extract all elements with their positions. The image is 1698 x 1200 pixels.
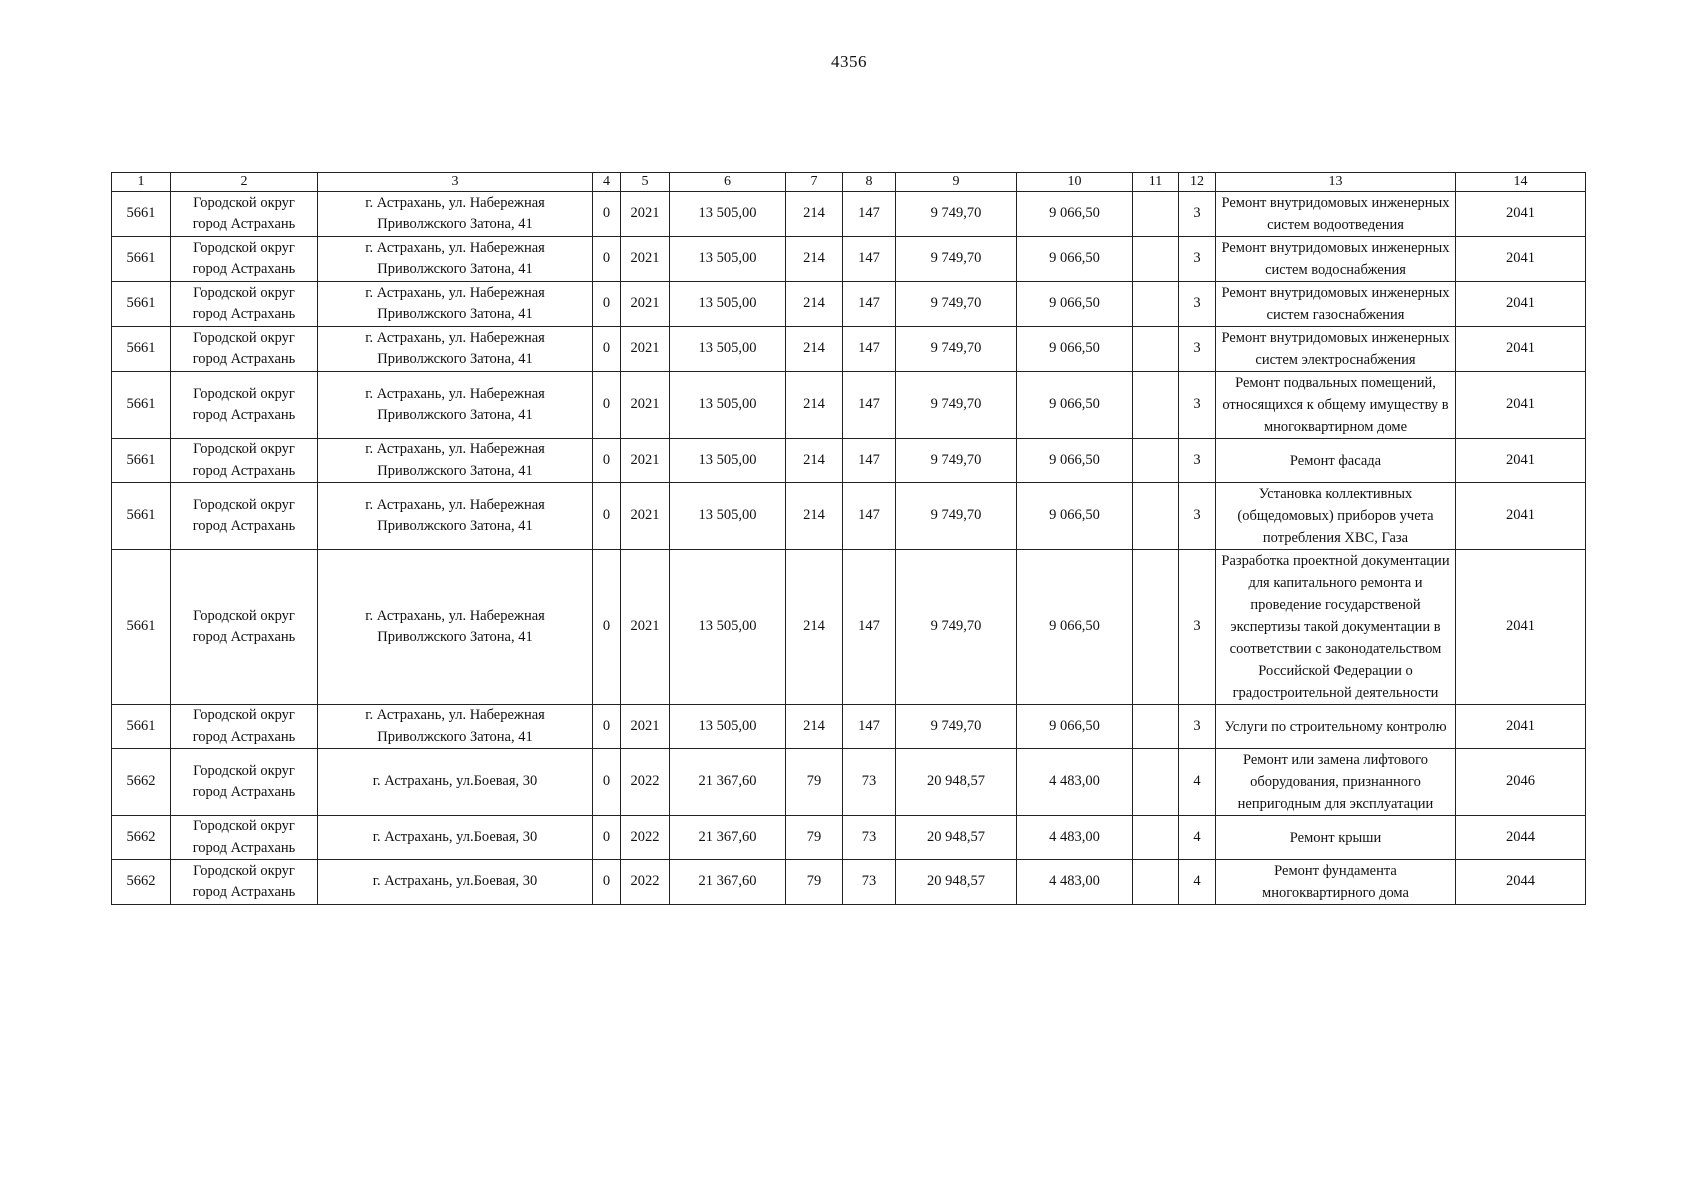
cell-col-8: 73: [843, 749, 896, 816]
object-id: 5661: [112, 439, 171, 483]
cell-col-12: 3: [1179, 550, 1216, 705]
address: [318, 860, 593, 905]
object-id: 5662: [112, 749, 171, 816]
address-line-1: г. Астрахань, ул. Набережная: [365, 607, 545, 624]
address: [318, 483, 593, 550]
work-type: Ремонт внутридомовых инженерных систем газоснабжения: [1216, 282, 1456, 327]
work-type: Разработка проектной документации для капитального ремонта и проведение государственой экспертизы такой документации в соответствии с законодательством Российской Федерации о градостроительной деятельности: [1216, 550, 1456, 705]
cell-col-7: 214: [786, 327, 843, 372]
address-line-1: г. Астрахань, ул. Набережная: [365, 329, 545, 346]
address: [318, 816, 593, 860]
cell-col-4: 0: [593, 237, 621, 282]
cell-col-7: 214: [786, 705, 843, 749]
cell-col-12: 3: [1179, 483, 1216, 550]
capital-repair-table: [111, 172, 1586, 905]
municipality: [171, 439, 318, 483]
municipality-line-1: Городской округ: [193, 862, 295, 879]
column-header: 7: [786, 173, 843, 192]
cell-col-4: 0: [593, 282, 621, 327]
cell-col-8: 147: [843, 439, 896, 483]
table-row: [112, 192, 1586, 237]
cell-col-4: 0: [593, 439, 621, 483]
table-row: [112, 705, 1586, 749]
cell-col-6: 13 505,00: [670, 372, 786, 439]
municipality-line-2: город Астрахань: [192, 839, 296, 856]
cell-col-12: 3: [1179, 192, 1216, 237]
municipality-line-2: город Астрахань: [192, 629, 296, 645]
column-header: 3: [318, 173, 593, 192]
cell-col-5: 2021: [621, 237, 670, 282]
work-type: Ремонт внутридомовых инженерных систем водоснабжения: [1216, 237, 1456, 282]
cell-col-6: 13 505,00: [670, 192, 786, 237]
address: [318, 550, 593, 705]
column-header: 13: [1216, 173, 1456, 192]
work-type: Ремонт фасада: [1216, 439, 1456, 483]
object-id: 5661: [112, 327, 171, 372]
cell-col-4: 0: [593, 327, 621, 372]
municipality-line-2: город Астрахань: [192, 784, 296, 800]
cell-col-10: 9 066,50: [1017, 550, 1133, 705]
municipality-line-2: город Астрахань: [192, 518, 296, 534]
table-row: [112, 816, 1586, 860]
object-id: 5661: [112, 282, 171, 327]
cell-col-6: 13 505,00: [670, 439, 786, 483]
address-line-2: Приволжского Затона, 41: [377, 261, 533, 277]
cell-col-7: 214: [786, 550, 843, 705]
cell-col-14: 2044: [1456, 860, 1586, 905]
municipality-line-1: Городской округ: [193, 818, 295, 834]
address-line-1: г. Астрахань, ул. Набережная: [365, 239, 545, 256]
cell-col-7: 214: [786, 483, 843, 550]
cell-col-8: 147: [843, 327, 896, 372]
cell-col-12: 4: [1179, 749, 1216, 816]
municipality-line-2: город Астрахань: [192, 407, 296, 423]
cell-col-8: 147: [843, 550, 896, 705]
address: [318, 372, 593, 439]
cell-col-5: 2021: [621, 372, 670, 439]
address: [318, 749, 593, 816]
cell-col-7: 214: [786, 237, 843, 282]
cell-col-6: 13 505,00: [670, 327, 786, 372]
object-id: 5661: [112, 483, 171, 550]
cell-col-9: 9 749,70: [896, 705, 1017, 749]
cell-col-5: 2021: [621, 327, 670, 372]
cell-col-10: 9 066,50: [1017, 439, 1133, 483]
work-type: Ремонт внутридомовых инженерных систем водоотведения: [1216, 192, 1456, 237]
address-line-2: Приволжского Затона, 41: [377, 462, 533, 479]
cell-col-5: 2021: [621, 282, 670, 327]
cell-col-11: [1133, 705, 1179, 749]
cell-col-11: [1133, 372, 1179, 439]
cell-col-8: 73: [843, 860, 896, 905]
address-line-2: Приволжского Затона, 41: [377, 518, 533, 534]
column-header: 1: [112, 173, 171, 192]
address-line-1: г. Астрахань, ул. Набережная: [365, 284, 545, 301]
table-row: [112, 483, 1586, 550]
municipality: [171, 749, 318, 816]
municipality-line-2: город Астрахань: [192, 351, 296, 367]
cell-col-8: 147: [843, 282, 896, 327]
table-row: [112, 439, 1586, 483]
cell-col-5: 2021: [621, 550, 670, 705]
cell-col-4: 0: [593, 550, 621, 705]
municipality-line-1: Городской округ: [193, 762, 295, 779]
object-id: 5661: [112, 372, 171, 439]
work-type: Ремонт или замена лифтового оборудования, признанного непригодным для эксплуатации: [1216, 749, 1456, 816]
cell-col-7: 79: [786, 860, 843, 905]
cell-col-14: 2041: [1456, 705, 1586, 749]
cell-col-11: [1133, 439, 1179, 483]
column-header: 6: [670, 173, 786, 192]
page-number: 4356: [831, 52, 867, 71]
cell-col-5: 2021: [621, 483, 670, 550]
cell-col-10: 4 483,00: [1017, 749, 1133, 816]
municipality-line-1: Городской округ: [193, 284, 295, 301]
object-id: 5661: [112, 705, 171, 749]
object-id: 5661: [112, 237, 171, 282]
cell-col-7: 214: [786, 282, 843, 327]
column-header: 2: [171, 173, 318, 192]
cell-col-7: 214: [786, 192, 843, 237]
cell-col-14: 2041: [1456, 327, 1586, 372]
cell-col-4: 0: [593, 860, 621, 905]
cell-col-14: 2041: [1456, 237, 1586, 282]
cell-col-14: 2041: [1456, 372, 1586, 439]
cell-col-11: [1133, 816, 1179, 860]
cell-col-5: 2021: [621, 439, 670, 483]
cell-col-12: 3: [1179, 327, 1216, 372]
cell-col-14: 2044: [1456, 816, 1586, 860]
address: [318, 327, 593, 372]
cell-col-9: 20 948,57: [896, 860, 1017, 905]
cell-col-10: 9 066,50: [1017, 327, 1133, 372]
cell-col-14: 2041: [1456, 439, 1586, 483]
cell-col-6: 21 367,60: [670, 749, 786, 816]
cell-col-9: 20 948,57: [896, 816, 1017, 860]
cell-col-6: 21 367,60: [670, 816, 786, 860]
address: [318, 237, 593, 282]
cell-col-4: 0: [593, 816, 621, 860]
object-id: 5661: [112, 192, 171, 237]
object-id: 5662: [112, 860, 171, 905]
cell-col-6: 13 505,00: [670, 483, 786, 550]
cell-col-5: 2022: [621, 749, 670, 816]
cell-col-10: 9 066,50: [1017, 192, 1133, 237]
cell-col-12: 4: [1179, 860, 1216, 905]
cell-col-11: [1133, 749, 1179, 816]
work-type: Ремонт подвальных помещений, относящихся к общему имуществу в многоквартирном доме: [1216, 372, 1456, 439]
work-type: Установка коллективных (общедомовых) приборов учета потребления ХВС, Газа: [1216, 483, 1456, 550]
cell-col-6: 13 505,00: [670, 282, 786, 327]
cell-col-9: 9 749,70: [896, 237, 1017, 282]
cell-col-11: [1133, 860, 1179, 905]
address-line-1: г. Астрахань, ул.Боевая, 30: [372, 773, 538, 790]
municipality: [171, 860, 318, 905]
cell-col-6: 13 505,00: [670, 705, 786, 749]
cell-col-11: [1133, 550, 1179, 705]
cell-col-8: 147: [843, 483, 896, 550]
cell-col-8: 147: [843, 237, 896, 282]
cell-col-6: 21 367,60: [670, 860, 786, 905]
cell-col-11: [1133, 192, 1179, 237]
address: [318, 282, 593, 327]
work-type: Ремонт фундамента многоквартирного дома: [1216, 860, 1456, 905]
municipality-line-1: Городской округ: [193, 239, 295, 256]
municipality: [171, 372, 318, 439]
table-row: [112, 372, 1586, 439]
municipality-line-1: Городской округ: [193, 607, 295, 624]
column-header: 10: [1017, 173, 1133, 192]
object-id: 5661: [112, 550, 171, 705]
cell-col-8: 147: [843, 705, 896, 749]
address: [318, 705, 593, 749]
table-row: [112, 282, 1586, 327]
cell-col-5: 2021: [621, 192, 670, 237]
cell-col-9: 9 749,70: [896, 192, 1017, 237]
cell-col-8: 73: [843, 816, 896, 860]
column-header: 8: [843, 173, 896, 192]
address-line-1: г. Астрахань, ул. Набережная: [365, 194, 545, 211]
table-row: [112, 237, 1586, 282]
cell-col-10: 4 483,00: [1017, 816, 1133, 860]
cell-col-12: 4: [1179, 816, 1216, 860]
cell-col-12: 3: [1179, 237, 1216, 282]
municipality: [171, 282, 318, 327]
municipality-line-1: Городской округ: [193, 194, 295, 211]
column-header: 4: [593, 173, 621, 192]
municipality-line-1: Городской округ: [193, 707, 295, 723]
address-line-1: г. Астрахань, ул. Набережная: [365, 385, 545, 402]
address-line-2: Приволжского Затона, 41: [377, 351, 533, 367]
municipality: [171, 237, 318, 282]
address-line-2: Приволжского Затона, 41: [377, 407, 533, 423]
cell-col-11: [1133, 483, 1179, 550]
municipality-line-2: город Астрахань: [192, 728, 296, 745]
cell-col-6: 13 505,00: [670, 550, 786, 705]
cell-col-4: 0: [593, 372, 621, 439]
cell-col-5: 2022: [621, 816, 670, 860]
cell-col-6: 13 505,00: [670, 237, 786, 282]
cell-col-8: 147: [843, 192, 896, 237]
municipality-line-1: Городской округ: [193, 441, 295, 457]
cell-col-5: 2021: [621, 705, 670, 749]
cell-col-4: 0: [593, 192, 621, 237]
column-header: 5: [621, 173, 670, 192]
cell-col-12: 3: [1179, 705, 1216, 749]
cell-col-9: 9 749,70: [896, 483, 1017, 550]
municipality-line-2: город Астрахань: [192, 884, 296, 900]
cell-col-4: 0: [593, 705, 621, 749]
address-line-1: г. Астрахань, ул. Набережная: [365, 496, 545, 513]
cell-col-10: 4 483,00: [1017, 860, 1133, 905]
work-type: Ремонт внутридомовых инженерных систем электроснабжения: [1216, 327, 1456, 372]
cell-col-12: 3: [1179, 282, 1216, 327]
cell-col-14: 2041: [1456, 483, 1586, 550]
municipality: [171, 705, 318, 749]
cell-col-9: 9 749,70: [896, 282, 1017, 327]
table-row: [112, 550, 1586, 705]
cell-col-9: 9 749,70: [896, 327, 1017, 372]
cell-col-14: 2041: [1456, 282, 1586, 327]
address: [318, 192, 593, 237]
cell-col-14: 2041: [1456, 550, 1586, 705]
cell-col-7: 79: [786, 749, 843, 816]
cell-col-14: 2046: [1456, 749, 1586, 816]
municipality-line-2: город Астрахань: [192, 306, 296, 322]
address-line-1: г. Астрахань, ул.Боевая, 30: [372, 828, 538, 845]
municipality: [171, 483, 318, 550]
cell-col-4: 0: [593, 749, 621, 816]
cell-col-11: [1133, 327, 1179, 372]
address-line-2: Приволжского Затона, 41: [377, 216, 533, 232]
column-header: 12: [1179, 173, 1216, 192]
address-line-2: Приволжского Затона, 41: [377, 728, 533, 745]
cell-col-7: 214: [786, 439, 843, 483]
cell-col-12: 3: [1179, 439, 1216, 483]
column-header: 11: [1133, 173, 1179, 192]
municipality-line-2: город Астрахань: [192, 462, 296, 479]
cell-col-11: [1133, 237, 1179, 282]
address-line-2: Приволжского Затона, 41: [377, 306, 533, 322]
cell-col-9: 20 948,57: [896, 749, 1017, 816]
table-row: [112, 749, 1586, 816]
cell-col-7: 79: [786, 816, 843, 860]
cell-col-7: 214: [786, 372, 843, 439]
municipality-line-1: Городской округ: [193, 329, 295, 346]
cell-col-14: 2041: [1456, 192, 1586, 237]
column-header: 9: [896, 173, 1017, 192]
table-row: [112, 860, 1586, 905]
column-header: 14: [1456, 173, 1586, 192]
cell-col-9: 9 749,70: [896, 439, 1017, 483]
work-type: Ремонт крыши: [1216, 816, 1456, 860]
address: [318, 439, 593, 483]
cell-col-4: 0: [593, 483, 621, 550]
cell-col-9: 9 749,70: [896, 550, 1017, 705]
cell-col-10: 9 066,50: [1017, 372, 1133, 439]
municipality-line-1: Городской округ: [193, 385, 295, 402]
cell-col-5: 2022: [621, 860, 670, 905]
column-number-row: [112, 173, 1586, 192]
municipality-line-2: город Астрахань: [192, 216, 296, 232]
cell-col-8: 147: [843, 372, 896, 439]
municipality-line-1: Городской округ: [193, 496, 295, 513]
cell-col-10: 9 066,50: [1017, 705, 1133, 749]
cell-col-10: 9 066,50: [1017, 237, 1133, 282]
municipality: [171, 327, 318, 372]
address-line-1: г. Астрахань, ул. Набережная: [365, 441, 545, 457]
municipality-line-2: город Астрахань: [192, 261, 296, 277]
table-row: [112, 327, 1586, 372]
cell-col-11: [1133, 282, 1179, 327]
cell-col-12: 3: [1179, 372, 1216, 439]
cell-col-10: 9 066,50: [1017, 282, 1133, 327]
address-line-1: г. Астрахань, ул. Набережная: [365, 707, 545, 723]
address-line-2: Приволжского Затона, 41: [377, 629, 533, 645]
work-type: Услуги по строительному контролю: [1216, 705, 1456, 749]
address-line-1: г. Астрахань, ул.Боевая, 30: [372, 873, 538, 890]
municipality: [171, 192, 318, 237]
object-id: 5662: [112, 816, 171, 860]
municipality: [171, 816, 318, 860]
municipality: [171, 550, 318, 705]
cell-col-10: 9 066,50: [1017, 483, 1133, 550]
cell-col-9: 9 749,70: [896, 372, 1017, 439]
